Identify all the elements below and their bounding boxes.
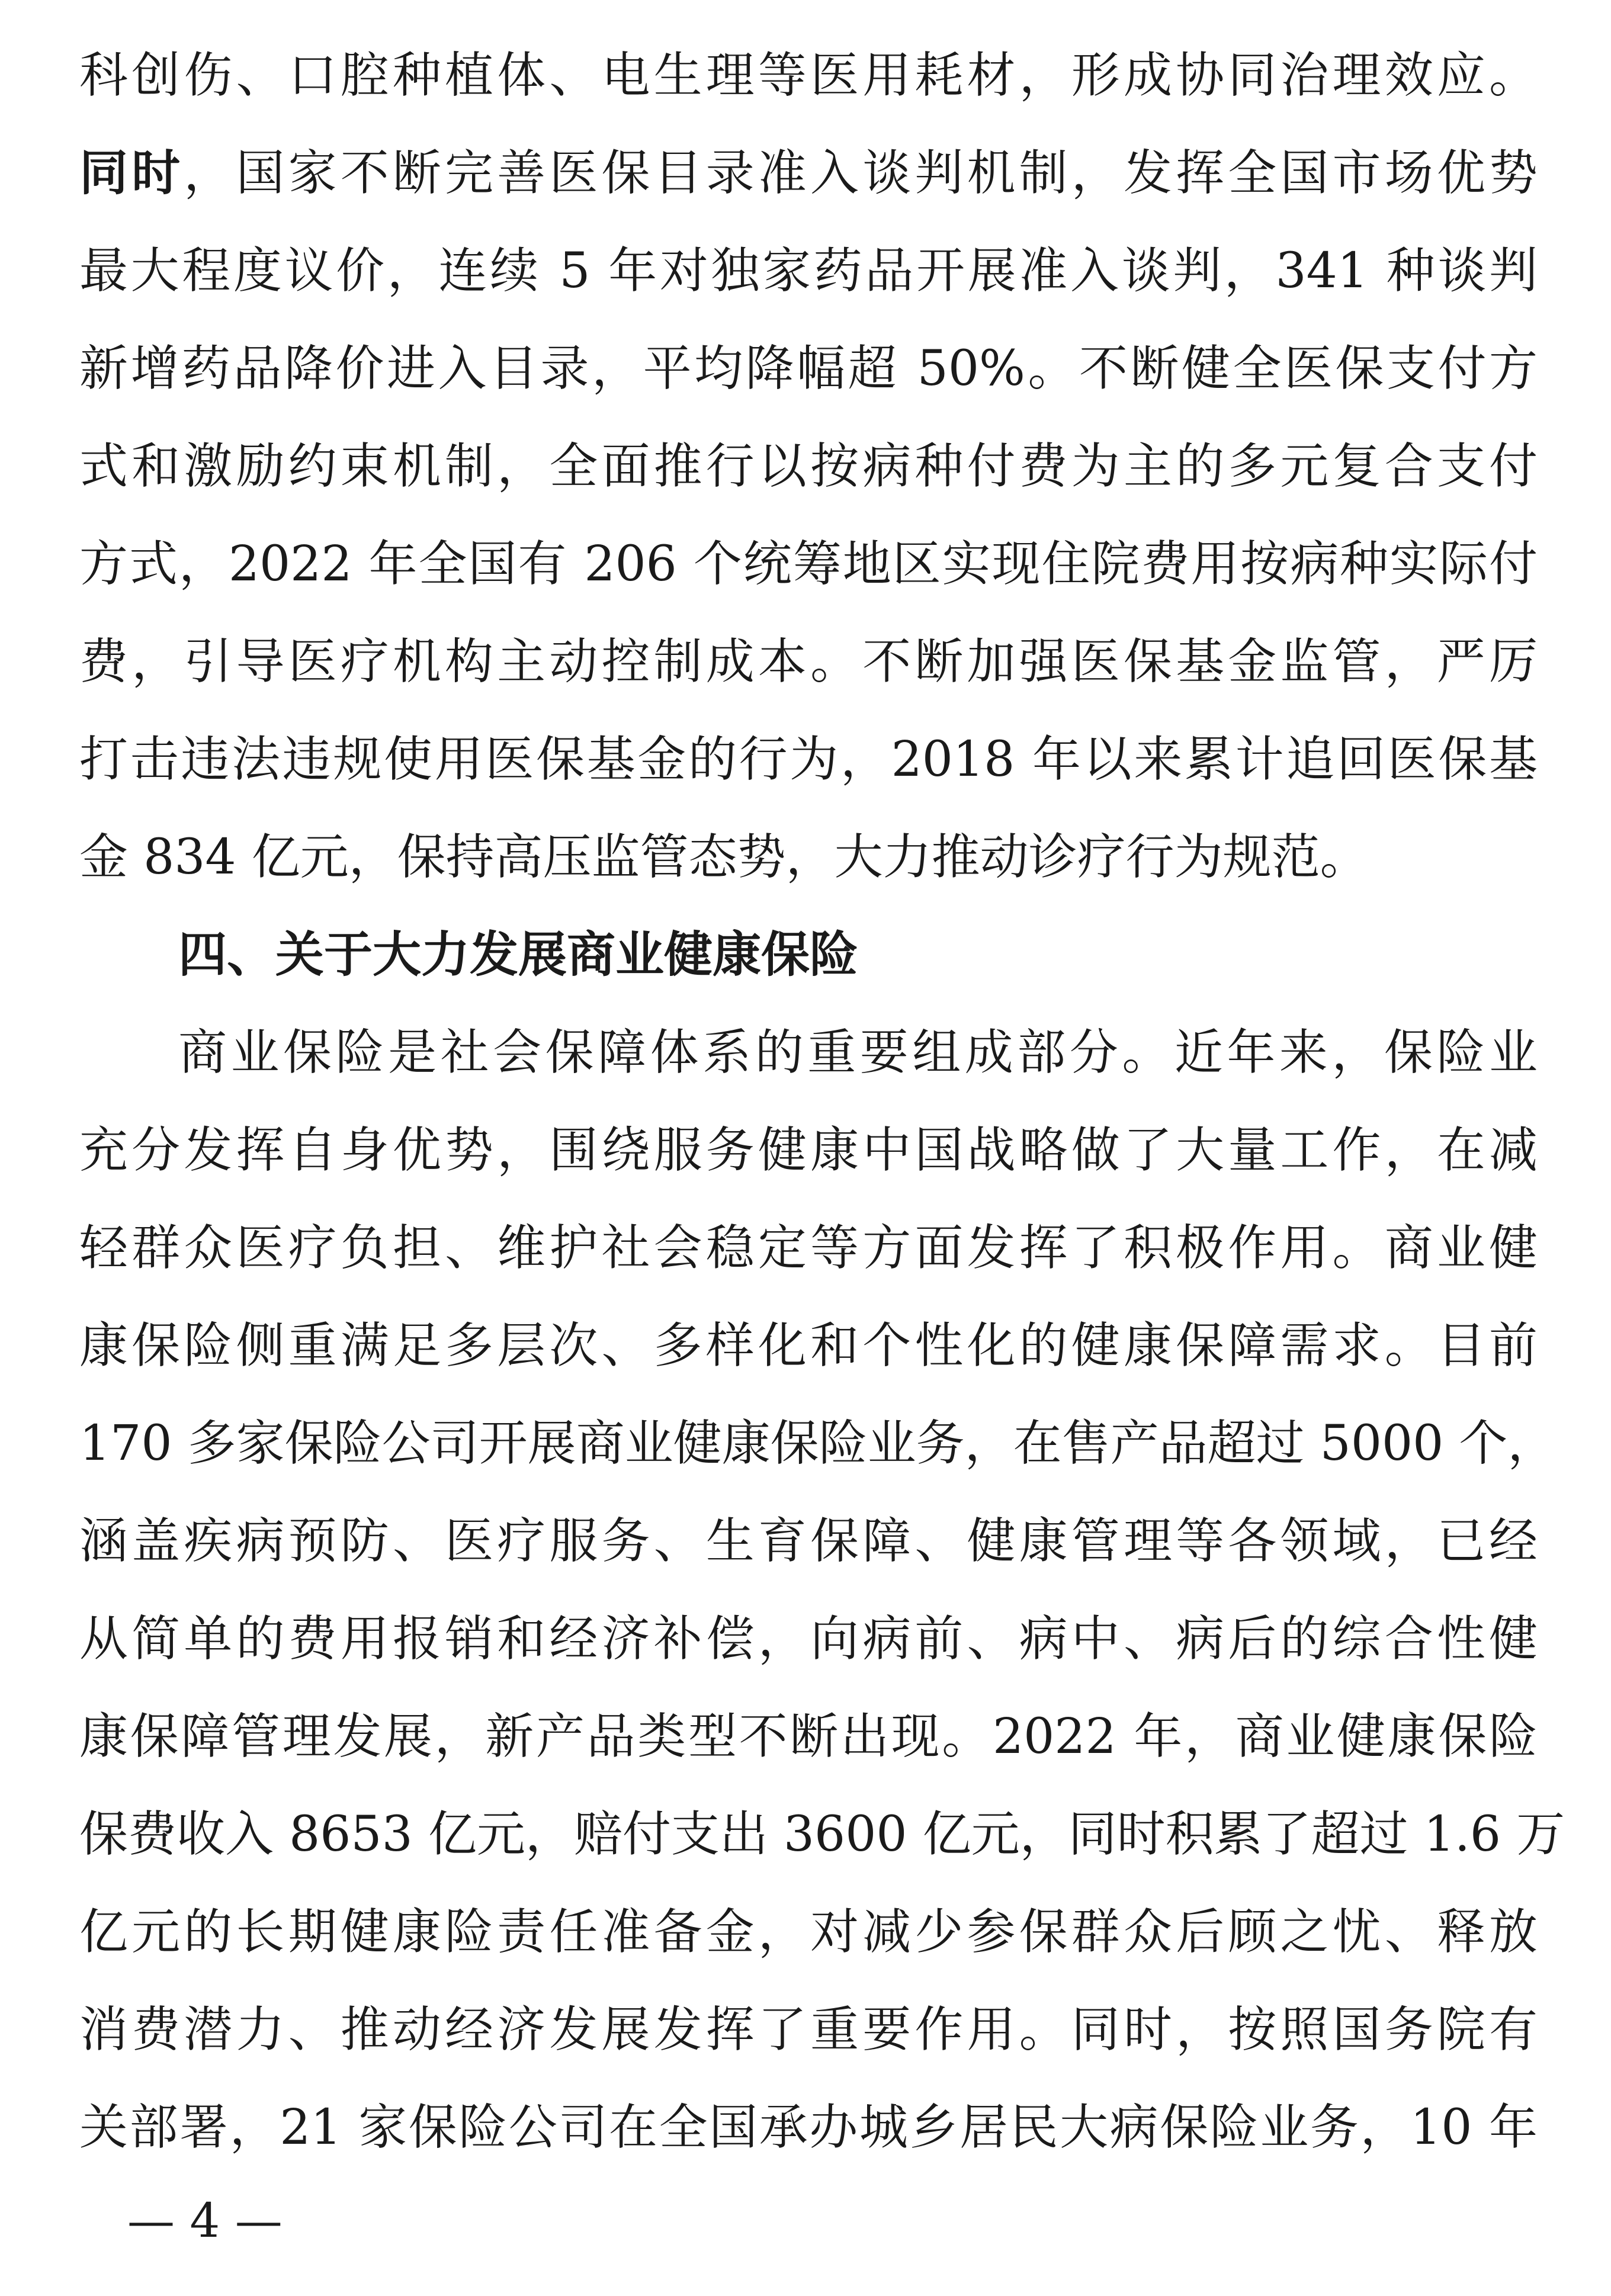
text-line: 康保障管理发展，新产品类型不断出现。2022 年，商业健康保险: [79, 1709, 1538, 1765]
text-line: 170 多家保险公司开展商业健康保险业务，在售产品超过 5000 个，: [79, 1415, 1557, 1472]
text-line: 充分发挥自身优势，围绕服务健康中国战略做了大量工作，在减: [79, 1122, 1538, 1178]
text-line: 消费潜力、推动经济发展发挥了重要作用。同时，按照国务院有: [79, 2002, 1538, 2058]
text-line: 科创伤、口腔种植体、电生理等医用耗材，形成协同治理效应。: [79, 47, 1538, 104]
text-line: [79, 124, 1538, 222]
line-text: ，国家不断完善医保目录准入谈判机制，发挥全国市场优势: [184, 145, 1538, 201]
text-line: 金 834 亿元，保持高压监管态势，大力推动诊疗行为规范。: [79, 829, 1369, 885]
text-line: 商业保险是社会保障体系的重要组成部分。近年来，保险业: [178, 1025, 1538, 1081]
text-line: 打击违法违规使用医保基金的行为，2018 年以来累计追回医保基: [79, 731, 1538, 788]
text-line: 保费收入 8653 亿元，赔付支出 3600 亿元，同时积累了超过 1.6 万: [79, 1806, 1565, 1863]
text-line: 亿元的长期健康险责任准备金，对减少参保群众后顾之忧、释放: [79, 1904, 1538, 1960]
text-line: 康保险侧重满足多层次、多样化和个性化的健康保障需求。目前: [79, 1318, 1538, 1374]
text-line: 方式，2022 年全国有 206 个统筹地区实现住院费用按病种实际付: [79, 536, 1538, 592]
bold-lead-text: 同时: [79, 145, 184, 201]
text-line: 费，引导医疗机构主动控制成本。不断加强医保基金监管，严厉: [79, 634, 1538, 690]
text-line: 式和激励约束机制，全面推行以按病种付费为主的多元复合支付: [79, 438, 1538, 494]
page-number: — 4 —: [127, 2193, 283, 2248]
text-line: 新增药品降价进入目录，平均降幅超 50%。不断健全医保支付方: [79, 341, 1538, 397]
text-line: 轻群众医疗负担、维护社会稳定等方面发挥了积极作用。商业健: [79, 1220, 1538, 1276]
text-line: 关部署，21 家保险公司在全国承办城乡居民大病保险业务，10 年: [79, 2099, 1538, 2156]
section-heading: 四、关于大力发展商业健康保险: [178, 927, 859, 983]
text-line: 从简单的费用报销和经济补偿，向病前、病中、病后的综合性健: [79, 1611, 1538, 1667]
text-line: 最大程度议价，连续 5 年对独家药品开展准入谈判，341 种谈判: [79, 243, 1538, 299]
text-line: 涵盖疾病预防、医疗服务、生育保障、健康管理等各领域，已经: [79, 1513, 1538, 1569]
